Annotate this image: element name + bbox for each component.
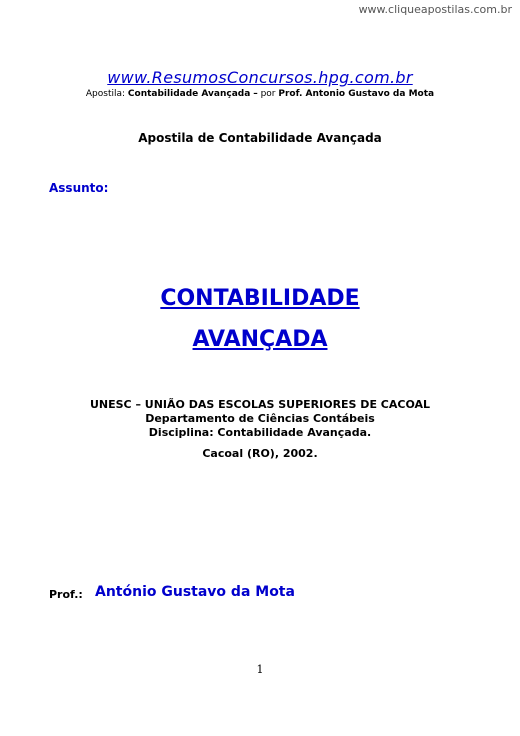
subject-text: Contabilidade Avançada <box>127 89 251 99</box>
city-year: Cacoal (RO), 2002. <box>202 447 318 460</box>
page-number: 1 <box>256 663 264 676</box>
professor-label: Prof.: <box>49 588 83 601</box>
watermark-text: www.cliqueapostilas.com.br <box>358 3 512 16</box>
site-link[interactable]: www.ResumosConcursos.hpg.com.br <box>107 68 413 87</box>
assunto-label: Assunto: <box>49 181 109 195</box>
dash-text: – <box>253 89 258 99</box>
discipline-name: Disciplina: Contabilidade Avançada. <box>148 426 372 439</box>
institution-name: UNESC – UNIÃO DAS ESCOLAS SUPERIORES DE CACOAL <box>89 398 431 411</box>
main-title-line2: AVANÇADA <box>192 327 328 352</box>
professor-name: António Gustavo da Mota <box>95 584 295 600</box>
apostila-label: Apostila: <box>85 89 126 99</box>
por-text: por <box>260 89 276 99</box>
main-title-line1: CONTABILIDADE <box>160 286 360 311</box>
document-title: Apostila de Contabilidade Avançada <box>138 131 382 145</box>
department-name: Departamento de Ciências Contábeis <box>145 412 375 425</box>
header-subtitle <box>0 89 520 99</box>
author-text: Prof. Antonio Gustavo da Mota <box>278 89 435 99</box>
